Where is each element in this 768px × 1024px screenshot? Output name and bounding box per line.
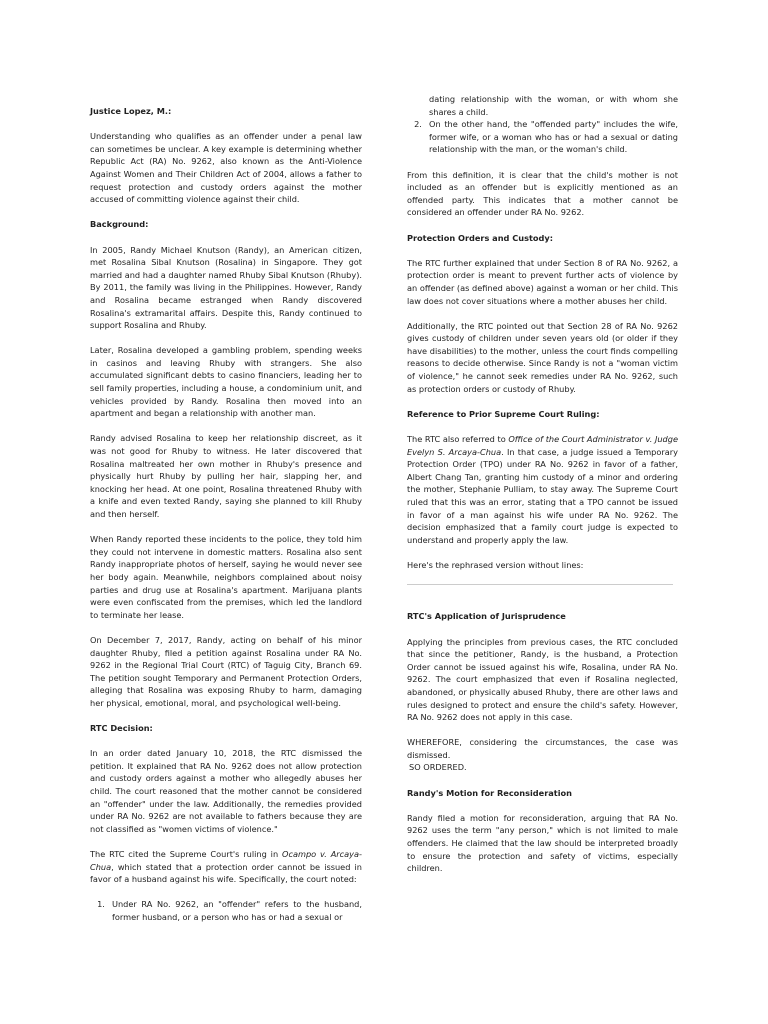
definition-paragraph: From this definition, it is clear that the child's mother is not included as an offender but is explicitly mentioned as an offended party. This indicates that a mother cannot be considered an offender under RA No. 9262. [407, 169, 678, 218]
background-paragraph-3: Randy advised Rosalina to keep her relationship discreet, as it was not good for Rhuby to witness. He later discovered that Rosalina maltreated her own mother in Rhuby's presence and physically hurt Rhuby by pulling her hair, slapping her, and knocking her head. At one point, Rosalina threatened Rhuby with a knife and even texted Randy, saying she planned to kill Rhuby and then herself. [90, 433, 362, 519]
background-paragraph-4: When Randy reported these incidents to the police, they told him they could not intervene in domestic matters. Rosalina also sent Randy inappropriate photos of herself, saying he would never see her body again. Meanwhile, neighbors complained about noisy parties and drug use at Rosalina's apartment. Marijuana plants were even confiscated from the premises, which led the landlord to terminate her lease. [90, 534, 362, 620]
motion-paragraph: Randy filed a motion for reconsideration, arguing that RA No. 9262 uses the term "any person," which is not limited to male offenders. He claimed that the law should be interpreted broadly to ensure the protection and safety of victims, especially children. [407, 812, 678, 874]
judge-name: Justice Lopez, M.: [90, 106, 172, 116]
protection-orders-paragraph-1: The RTC further explained that under Section 8 of RA No. 9262, a protection order is meant to prevent further acts of violence by an offender (as defined above) against a woman or her child. This law does not cover situations where a mother abuses her child. [407, 257, 678, 306]
list-item-continuation: dating relationship with the woman, or with whom she shares a child. [429, 94, 678, 117]
list-text: On the other hand, the "offended party" includes the wife, former wife, or a woman who has or had a sexual or dating relationship with the man, or the woman's child. [429, 119, 678, 155]
left-column [90, 105, 362, 924]
background-heading: Background: [90, 219, 149, 230]
motion-heading: Randy's Motion for Reconsideration [407, 787, 572, 798]
case-citation: Office of the Court Administrator v. Judge Evelyn S. Arcaya-Chua [407, 434, 678, 457]
rtc-decision-heading: RTC Decision: [90, 723, 153, 734]
rtc-decision-paragraph-2 [90, 848, 362, 886]
text-run: The RTC cited the Supreme Court's ruling in [90, 849, 283, 860]
jurisprudence-paragraph: Applying the principles from previous cases, the RTC concluded that since the petitioner, Randy, is the husband, a Protection Order cannot be issued against his wife, Rosalina, under RA No. 9262. The court emphasized that even if Rosalina neglected, abandoned, or physically abused Rhuby, there are other laws and rules designed to protect and ensure the child's safety. However, RA No. 9262 does not apply in this case. [407, 636, 678, 723]
text-run: The RTC also referred to [407, 434, 509, 445]
protection-orders-heading: Protection Orders and Custody: [407, 232, 553, 243]
text-run: . In that case, a judge issued a Temporary Protection Order (TPO) under RA No. 9262 in favor of a father, Albert Chang Tan, granting him custody of a minor and ordering the mother, Stephanie Pulliam, to stay away. The Supreme Court ruled that this was an error, stating that a TPO cannot be issued in favor of a man against his wife under RA No. 9262. The decision emphasized that a family court judge is expected to understand and properly apply the law. [407, 446, 678, 545]
background-paragraph-1: In 2005, Randy Michael Knutson (Randy), an American citizen, met Rosalina Sibal Knutson (Rosalina) in Singapore. They got married and had a daughter named Rhuby Sibal Knutson (Rhuby). By 2011, the family was living in the Philippines. However, Randy and Rosalina became estranged when Randy discovered Rosalina's extramarital affairs. Despite this, Randy continued to support Rosalina and Rhuby. [90, 244, 362, 331]
rtc-decision-paragraph-1: In an order dated January 10, 2018, the RTC dismissed the petition. It explained that RA No. 9262 does not allow protection and custody orders against a mother who allegedly abuses her child. The court reasoned that the mother cannot be considered an "offender" under the law. Additionally, the remedies provided under RA No. 9262 are not available to fathers because they are not classified as "women victims of violence." [90, 748, 362, 834]
wherefore-paragraph: WHEREFORE, considering the circumstances, the case was dismissed. [407, 737, 678, 760]
list-number: 2. [414, 119, 422, 130]
so-ordered: SO ORDERED. [409, 762, 467, 773]
background-paragraph-2: Later, Rosalina developed a gambling problem, spending weeks in casinos and leaving Rhuby with strangers. She also accumulated significant debts to casino financiers, leading her to sell family properties, including a house, a condominium unit, and vehicles provided by Randy. Rosalina then moved into an apartment and began a relationship with another man. [90, 345, 362, 419]
rephrased-note: Here's the rephrased version without lines: [407, 559, 584, 570]
prior-ruling-heading: Reference to Prior Supreme Court Ruling: [407, 408, 600, 419]
list-item [90, 898, 362, 923]
list-number: 1. [97, 899, 105, 910]
case-citation: Ocampo v. Arcaya-Chua [90, 849, 362, 872]
right-column [407, 93, 678, 875]
list-text: Under RA No. 9262, an "offender" refers to the husband, former husband, or a person who has or had a sexual or [112, 899, 362, 922]
prior-ruling-paragraph [407, 433, 678, 546]
intro-paragraph: Understanding who qualifies as an offender under a penal law can sometimes be unclear. A key example is determining whether Republic Act (RA) No. 9262, also known as the Anti-Violence Against Women and Their Children Act of 2004, allows a father to request protection and custody orders against the mother accused of committing violence against their child. [90, 131, 362, 205]
background-paragraph-5: On December 7, 2017, Randy, acting on behalf of his minor daughter Rhuby, filed a petition against Rosalina under RA No. 9262 in the Regional Trial Court (RTC) of Taguig City, Branch 69. The petition sought Temporary and Permanent Protection Orders, alleging that Rosalina was exposing Rhuby to harm, damaging her physical, emotional, moral, and psychological well-being. [90, 634, 362, 708]
text-run: , which stated that a protection order cannot be issued in favor of a husband against his wife. Specifically, the court noted: [90, 861, 362, 885]
protection-orders-paragraph-2: Additionally, the RTC pointed out that Section 28 of RA No. 9262 gives custody of children under seven years old (or older if they have disabilities) to the mother, unless the court finds compelling reasons to decide otherwise. Since Randy is not a "woman victim of violence," he cannot seek remedies under RA No. 9262, such as protection orders or custody of Rhuby. [407, 320, 678, 394]
jurisprudence-heading: RTC's Application of Jurisprudence [407, 611, 566, 622]
list-item [407, 118, 678, 156]
